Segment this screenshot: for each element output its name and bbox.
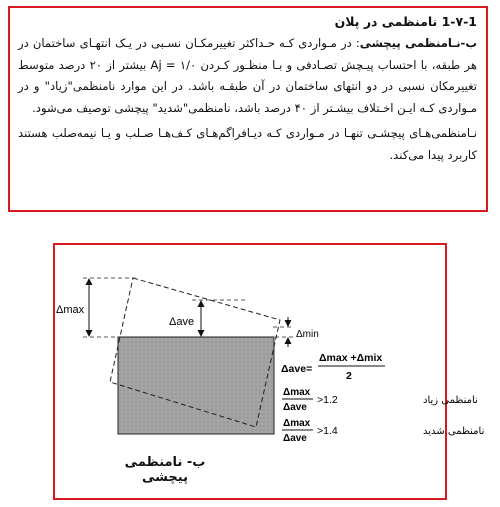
- figure-caption: ب- نامنظمی پیچشی: [124, 455, 206, 485]
- label-dmax: Δmax: [56, 304, 85, 316]
- term-torsional: ب-نـامنظمی پیچشی: [359, 36, 478, 50]
- original-floor-rect: [118, 337, 274, 434]
- cond2-label: نامنظمی شدید: [423, 426, 485, 437]
- cond1-relation: >1.2: [317, 394, 338, 406]
- label-dave: Δave: [169, 316, 195, 328]
- paragraph-torsional: [18, 33, 477, 119]
- cond1-numerator: Δmax: [283, 387, 311, 398]
- paragraph-diaphragm: نـامنظمی‌هـای پیچشـی تنهـا در مـواردی کـه دیـافراگم‌هـای کـف‌هـا صـلب و یـا نیمه‌صلب هستند کاربرد پیدا می‌کند.: [18, 126, 477, 162]
- cond2-denominator: Δave: [283, 433, 307, 444]
- cond2-numerator: Δmax: [283, 418, 311, 429]
- cond1-denominator: Δave: [283, 402, 307, 413]
- formula-lhs: Δave=: [281, 363, 313, 375]
- label-dmin: Δmin: [296, 329, 319, 340]
- cond2-relation: >1.4: [317, 425, 338, 437]
- formula-numerator: Δmax +Δmix: [319, 352, 383, 364]
- formula-denominator: 2: [346, 370, 352, 382]
- cond1-label: نامنظمی زیاد: [423, 395, 478, 406]
- text-panel: [8, 6, 488, 212]
- paragraph-torsional-body: : در مـواردی کـه حـداکثر تغییرمکـان نسـبی در یـک انتهـای ساختمان در هر طبقه، با احتساب پیـچش تصـادفی و بـا منظـور کـردن Aj = ۱/۰ بیشتر از ۲۰ درصد متوسط تغییرمکان نسبی در دو انتهای ساختمان در آن طبقـه باشد. در این موارد نامنظمی"زیاد" و در مـواردی کـه ایـن اخـتلاف بیشـتر از ۴۰ درصد باشد، نامنظمی"شدید" پیچشی توصیف می‌شود.: [18, 36, 477, 115]
- section-title: 1-۷-1 نامنظمی در پلان: [334, 14, 477, 29]
- figure-panel: [53, 243, 485, 500]
